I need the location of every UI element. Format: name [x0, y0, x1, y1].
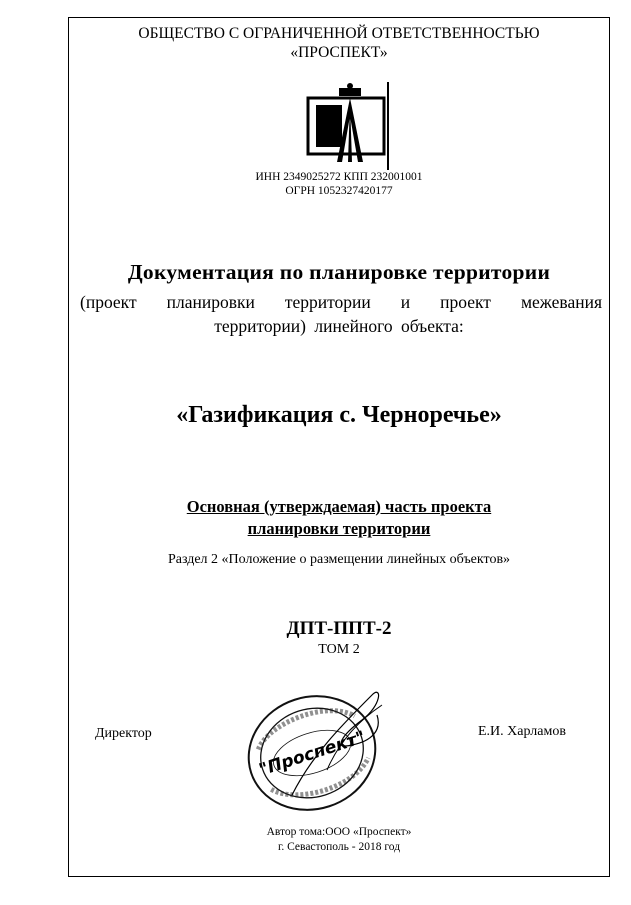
signer-role: Директор	[95, 726, 152, 741]
org-line-2: «ПРОСПЕКТ»	[290, 44, 388, 61]
place-year-line: г. Севастополь - 2018 год	[277, 841, 401, 853]
registration-numbers	[68, 170, 610, 198]
section-title: Раздел 2 «Положение о размещении линейных объектов»	[167, 552, 511, 567]
document-footer	[68, 825, 610, 855]
document-subtitle	[68, 290, 610, 338]
document-code: ДПТ-ППТ-2	[286, 618, 392, 639]
subtitle-line-2: территории) линейного объекта:	[214, 316, 464, 336]
surveyor-tripod-logo-icon	[306, 78, 394, 174]
ogrn: ОГРН 1052327420177	[285, 185, 393, 197]
author-line: Автор тома:ООО «Проспект»	[266, 826, 412, 838]
subtitle-line-1: (проект планировки территории и проект межевания	[80, 292, 602, 312]
organization-header	[68, 24, 610, 62]
part-title	[68, 496, 610, 540]
inn-kpp: ИНН 2349025272 КПП 232001001	[255, 171, 423, 183]
company-stamp-icon	[232, 675, 392, 820]
stamp-center-text: "Проспект"	[256, 727, 368, 781]
document-title: Документация по планировке территории	[127, 260, 551, 284]
part-line-1: Основная (утверждаемая) часть проекта	[186, 497, 492, 516]
signer-name: Е.И. Харламов	[478, 724, 566, 739]
project-name: «Газификация с. Черноречье»	[176, 402, 502, 428]
org-line-1: ОБЩЕСТВО С ОГРАНИЧЕННОЙ ОТВЕТСТВЕННОСТЬЮ	[138, 25, 540, 42]
volume-number: ТОМ 2	[318, 642, 360, 657]
part-line-2: планировки территории	[247, 519, 431, 538]
